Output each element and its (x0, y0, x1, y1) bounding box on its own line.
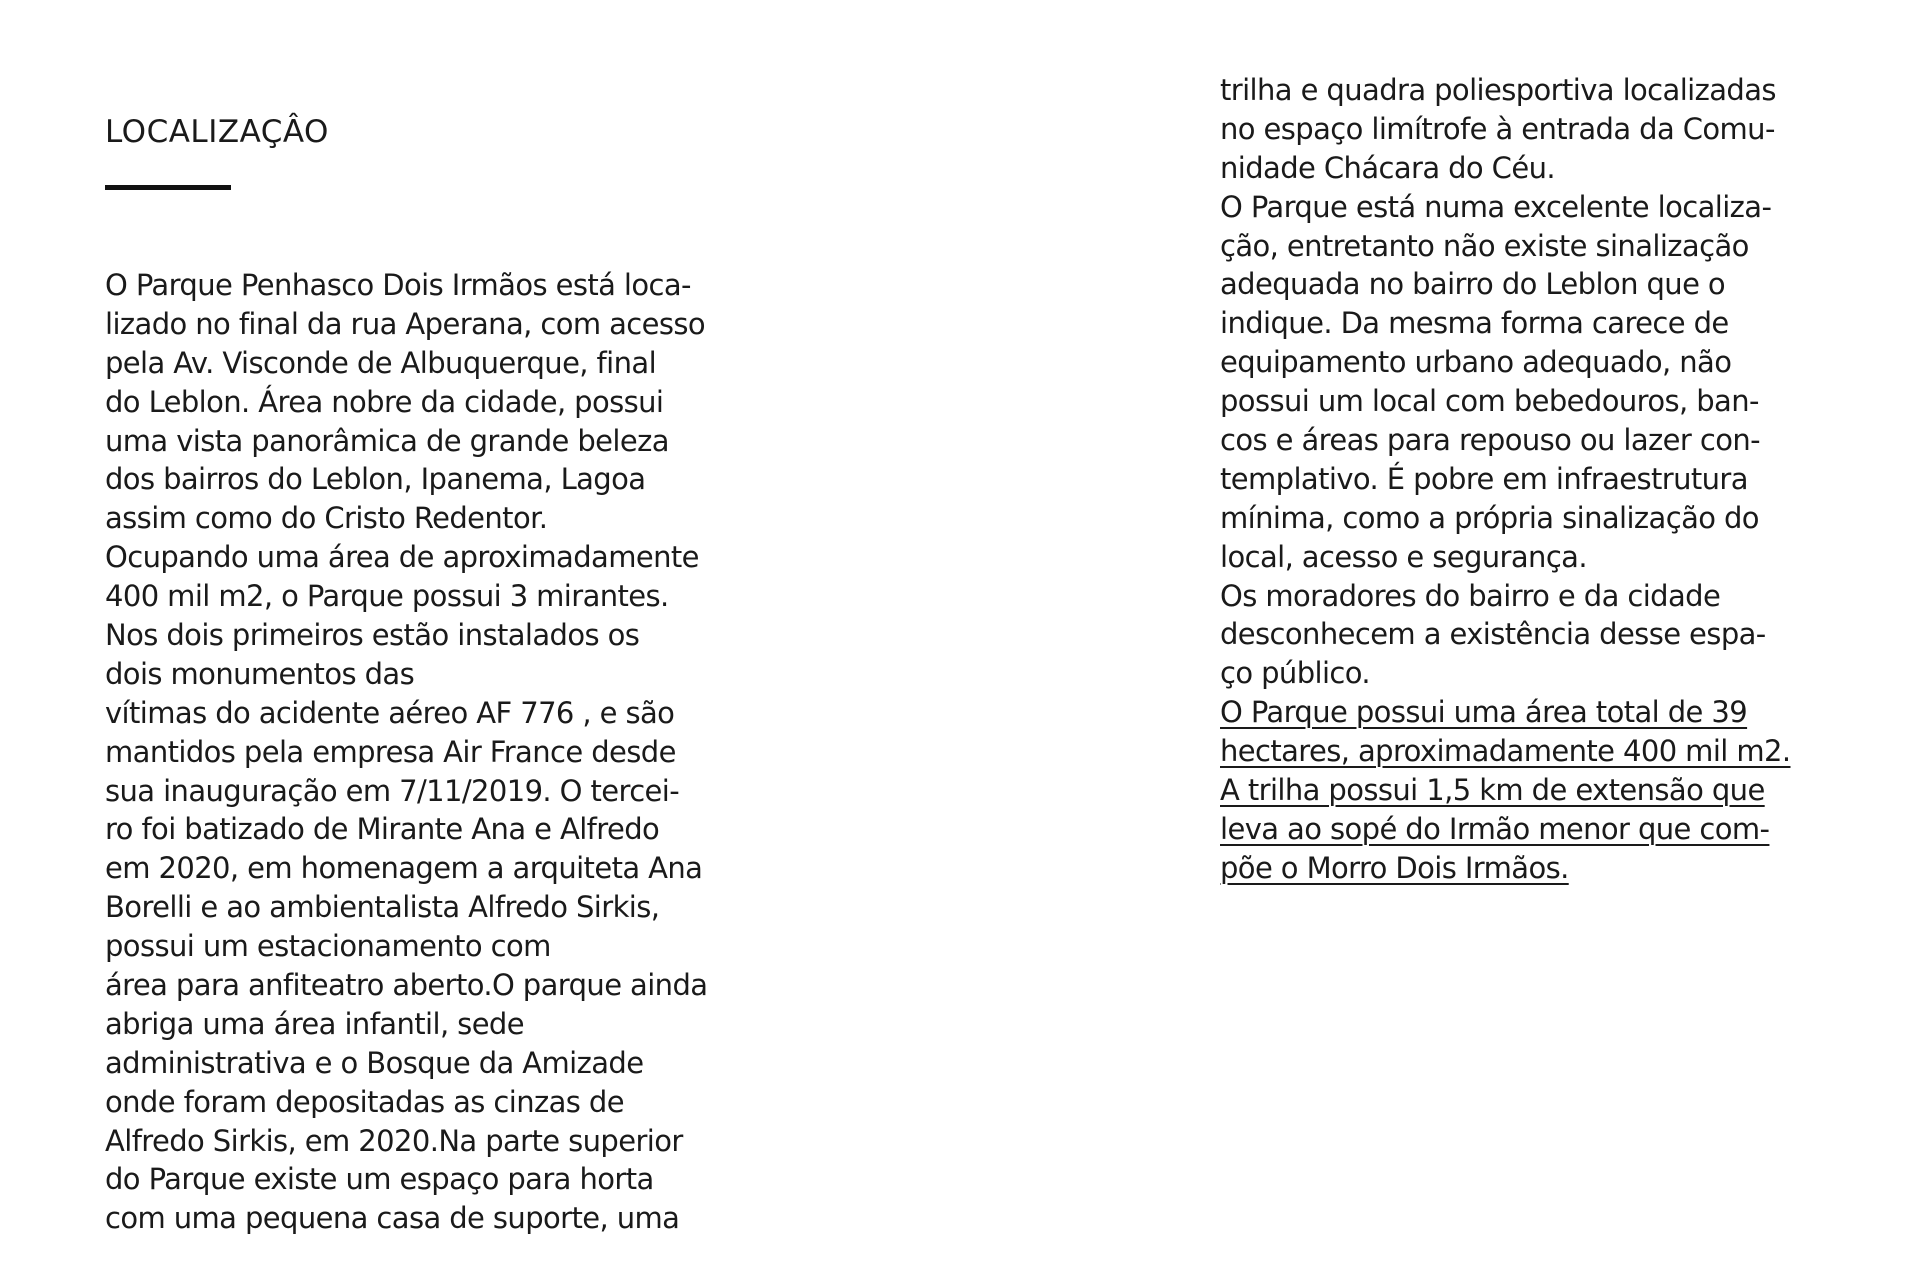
text-line: Os moradores do bairro e da cidade (1220, 578, 1721, 613)
text-line: Nos dois primeiros estão instalados os (105, 618, 640, 653)
text-line: Ocupando uma área de aproximadamente (105, 540, 699, 575)
text-line: do Leblon. Área nobre da cidade, possui (105, 384, 664, 419)
text-line: do Parque existe um espaço para horta (105, 1162, 654, 1197)
text-line: O Parque está numa excelente localiza- (1220, 189, 1772, 224)
text-line: desconhecem a existência desse espa- (1220, 617, 1766, 652)
text-line: assim como do Cristo Redentor. (105, 501, 548, 536)
right-text-column (1220, 71, 1860, 888)
text-line: dois monumentos das (105, 656, 415, 691)
text-line: lizado no final da rua Aperana, com acesso (105, 306, 706, 341)
text-line: possui um local com bebedouros, ban- (1220, 384, 1759, 419)
text-line: dos bairros do Leblon, Ipanema, Lagoa (105, 462, 646, 497)
text-line: 400 mil m2, o Parque possui 3 mirantes. (105, 579, 669, 614)
text-line: templativo. É pobre em infraestrutura (1220, 461, 1748, 496)
text-line: O Parque possui uma área total de 39 (1220, 695, 1748, 730)
section-heading: LOCALIZAÇÂO (105, 114, 329, 150)
text-line: pela Av. Visconde de Albuquerque, final (105, 345, 657, 380)
text-line: abriga uma área infantil, sede (105, 1006, 524, 1041)
text-line: vítimas do acidente aéreo AF 776 , e são (105, 695, 675, 730)
text-line: onde foram depositadas as cinzas de (105, 1084, 624, 1119)
text-line: possui um estacionamento com (105, 929, 551, 964)
text-line: equipamento urbano adequado, não (1220, 345, 1732, 380)
text-line: em 2020, em homenagem a arquiteta Ana (105, 851, 703, 886)
text-line: ro foi batizado de Mirante Ana e Alfredo (105, 812, 660, 847)
text-line: leva ao sopé do Irmão menor que com- (1220, 811, 1770, 846)
text-line: área para anfiteatro aberto.O parque ainda (105, 968, 708, 1003)
text-line: mantidos pela empresa Air France desde (105, 734, 676, 769)
text-line: com uma pequena casa de suporte, uma (105, 1201, 680, 1236)
text-line: O Parque Penhasco Dois Irmãos está loca- (105, 268, 691, 302)
text-line: põe o Morro Dois Irmãos. (1220, 850, 1569, 885)
underlined-paragraph (1220, 693, 1860, 887)
left-paragraph (105, 266, 785, 1238)
text-line: ço público. (1220, 656, 1371, 691)
text-line: administrativa e o Bosque da Amizade (105, 1045, 644, 1080)
text-line: uma vista panorâmica de grande beleza (105, 423, 669, 458)
text-line: A trilha possui 1,5 km de extensão que (1220, 773, 1765, 808)
text-line: no espaço limítrofe à entrada da Comu- (1220, 111, 1775, 146)
right-paragraph (1220, 71, 1860, 693)
text-line: hectares, aproximadamente 400 mil m2. (1220, 734, 1791, 769)
text-line: Borelli e ao ambientalista Alfredo Sirkis, (105, 890, 660, 925)
heading-underline-rule (105, 185, 231, 190)
text-line: sua inauguração em 7/11/2019. O tercei- (105, 773, 680, 808)
text-line: trilha e quadra poliesportiva localizadas (1220, 73, 1776, 107)
text-line: cos e áreas para repouso ou lazer con- (1220, 423, 1760, 458)
text-line: local, acesso e segurança. (1220, 539, 1587, 574)
text-line: adequada no bairro do Leblon que o (1220, 267, 1726, 302)
text-line: Alfredo Sirkis, em 2020.Na parte superior (105, 1123, 683, 1158)
text-line: nidade Chácara do Céu. (1220, 150, 1555, 185)
text-line: ção, entretanto não existe sinalização (1220, 228, 1749, 263)
text-line: mínima, como a própria sinalização do (1220, 500, 1759, 535)
left-text-column (105, 266, 785, 1238)
text-line: indique. Da mesma forma carece de (1220, 306, 1729, 341)
